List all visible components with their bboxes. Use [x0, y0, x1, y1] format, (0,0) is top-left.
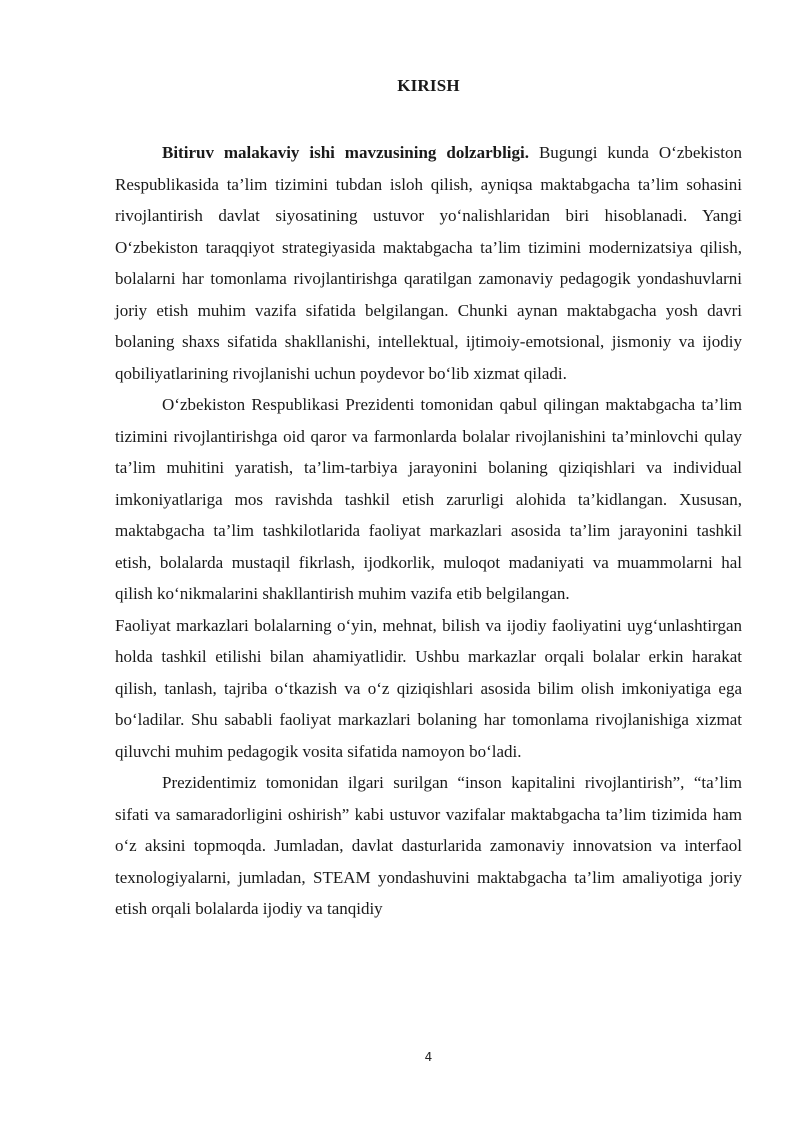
page-number: 4: [424, 1050, 433, 1064]
paragraph-president-decrees: O‘zbekiston Respublikasi Prezidenti tomonidan qabul qilingan maktabgacha ta’lim tizimini rivojlantirishga oid qaror va farmonlarda bolalar rivojlanishini ta’minlovchi qulay ta’lim muhitini yaratish, ta’lim-tarbiya jarayonini bolaning qiziqishlari va individual imkoniyatlariga mos ravishda tashkil etish zarurligi alohida ta’kidlangan. Xususan, maktabgacha ta’lim tashkilotlarida faoliyat markazlari asosida ta’lim jarayonini tashkil etish, bolalarda mustaqil fikrlash, ijodkorlik, muloqot madaniyati va muammolarni hal qilish ko‘nikmalarini shakllantirish muhim vazifa etib belgilangan.: [115, 395, 742, 603]
paragraph-activity-centers: Faoliyat markazlari bolalarning o‘yin, mehnat, bilish va ijodiy faoliyatini uyg‘unlashtirgan holda tashkil etilishi bilan ahamiyatlidir. Ushbu markazlar orqali bolalar erkin harakat qilish, tanlash, tajriba o‘tkazish va o‘z qiziqishlari asosida bilim olish imkoniyatiga ega bo‘ladilar. Shu sababli faoliyat markazlari bolaning har tomonlama rivojlanishiga xizmat qiluvchi muhim pedagogik vosita sifatida namoyon bo‘ladi.: [115, 615, 742, 761]
paragraph-text: Bugungi kunda O‘zbekiston Respublikasida ta’lim tizimini tubdan isloh qilish, ayniqsa maktabgacha ta’lim sohasini rivojlantirish davlat siyosatining ustuvor yo‘nalishlaridan biri hisoblanadi. Yangi O‘zbekiston taraqqiyot strategiyasida maktabgacha ta’lim tizimini modernizatsiya qilish, bolalarni har tomonlama rivojlantirishga qaratilgan zamonaviy pedagogik yondashuvlarni joriy etish muhim vazifa sifatida belgilangan. Chunki aynan maktabgacha yosh davri bolaning shaxs sifatida shakllanishi, intellektual, ijtimoiy-emotsional, jismoniy va ijodiy qobiliyatlarining rivojlanishi uchun poydevor bo‘lib xizmat qiladi.: [115, 143, 742, 383]
paragraph-human-capital: Prezidentimiz tomonidan ilgari surilgan “inson kapitalini rivojlantirish”, “ta’lim sifati va samaradorligini oshirish” kabi ustuvor vazifalar maktabgacha ta’lim tizimida ham o‘z aksini topmoqda. Jumladan, davlat dasturlarida zamonaviy innovatsion va interfaol texnologiyalarni, jumladan, STEAM yondashuvini maktabgacha ta’lim amaliyotiga joriy etish orqali bolalarda ijodiy va tanqidiy: [115, 773, 742, 918]
page-title: KIRISH: [397, 76, 460, 95]
paragraph-lead-heading: Bitiruv malakaviy ishi mavzusining dolzarbligi.: [162, 143, 530, 162]
document-body: [115, 137, 742, 925]
paragraph-relevance: [115, 137, 742, 389]
